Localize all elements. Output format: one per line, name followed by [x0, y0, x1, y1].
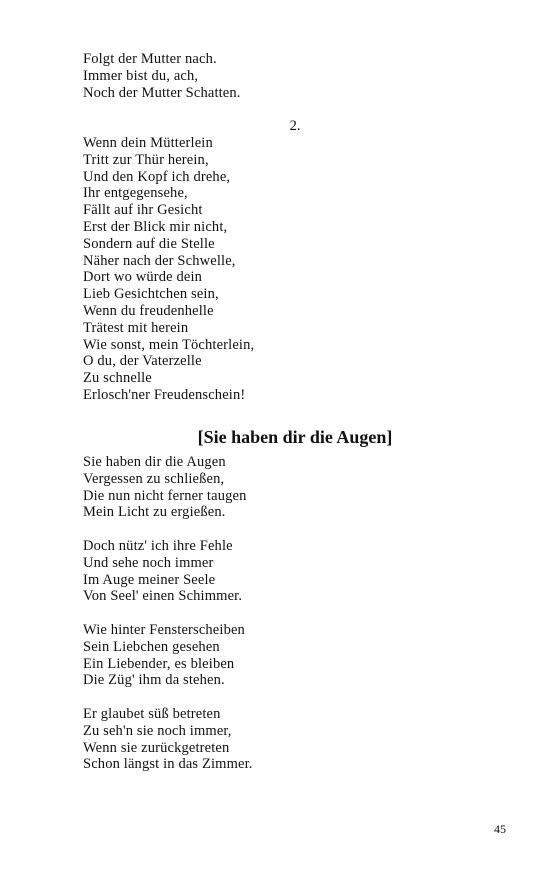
verse-line: Die nun nicht ferner taugen	[83, 487, 247, 504]
verse-line: Näher nach der Schwelle,	[83, 252, 236, 269]
verse-line: O du, der Vaterzelle	[83, 353, 202, 370]
verse-line: Doch nütz' ich ihre Fehle	[83, 537, 233, 554]
page-number: 45	[494, 822, 506, 836]
verse-line: Sie haben dir die Augen	[83, 454, 226, 470]
stanza-gap	[83, 605, 483, 622]
verse-line: Tritt zur Thür herein,	[83, 151, 209, 168]
verse-line: Erst der Blick mir nicht,	[83, 218, 228, 235]
verse-line: Zu seh'n sie noch immer,	[83, 722, 232, 739]
section-number: 2.	[289, 118, 301, 134]
verse-line: Und den Kopf ich drehe,	[83, 168, 231, 185]
verse-line: Wenn dein Mütterlein	[83, 135, 213, 151]
poem-title: [Sie haben dir die Augen]	[197, 427, 393, 447]
verse-line: Immer bist du, ach,	[83, 67, 199, 84]
verse-line: Mein Licht zu ergießen.	[83, 504, 226, 521]
stanza	[83, 706, 483, 773]
verse-line: Trätest mit herein	[83, 319, 189, 336]
verse-line: Sein Liebchen gesehen	[83, 638, 220, 655]
section-two-stanza	[83, 135, 483, 404]
verse-line: Wenn sie zurückgetreten	[83, 739, 230, 756]
poem-body	[83, 454, 483, 773]
stanza-gap	[83, 521, 483, 538]
verse-line: Die Züg' ihm da stehen.	[83, 672, 225, 689]
verse-line: Schon längst in das Zimmer.	[83, 756, 253, 773]
verse-line: Dort wo würde dein	[83, 269, 203, 286]
stanza	[83, 622, 483, 689]
verse-line: Noch der Mutter Schatten.	[83, 84, 241, 101]
stanza	[83, 538, 483, 605]
verse-line: Wenn du freudenhelle	[83, 302, 214, 319]
verse-line: Ihr entgegensehe,	[83, 185, 188, 202]
verse-line: Von Seel' einen Schimmer.	[83, 588, 243, 605]
verse-line: Ein Liebender, es bleiben	[83, 655, 235, 672]
stanza-gap	[83, 689, 483, 706]
verse-line: Wie sonst, mein Töchterlein,	[83, 336, 255, 353]
stanza	[83, 454, 483, 521]
verse-line: Er glaubet süß betreten	[83, 705, 221, 722]
verse-line: Im Auge meiner Seele	[83, 571, 216, 588]
intro-stanza	[83, 51, 483, 101]
verse-line: Und sehe noch immer	[83, 554, 214, 571]
verse-line: Zu schnelle	[83, 370, 152, 387]
verse-line: Lieb Gesichtchen sein,	[83, 286, 219, 303]
verse-line: Vergessen zu schließen,	[83, 470, 225, 487]
verse-line: Folgt der Mutter nach.	[83, 51, 217, 67]
verse-line: Wie hinter Fensterscheiben	[83, 621, 245, 638]
verse-line: Erlosch'ner Freudenschein!	[83, 386, 246, 403]
verse-line: Sondern auf die Stelle	[83, 235, 215, 252]
verse-line: Fällt auf ihr Gesicht	[83, 202, 203, 219]
